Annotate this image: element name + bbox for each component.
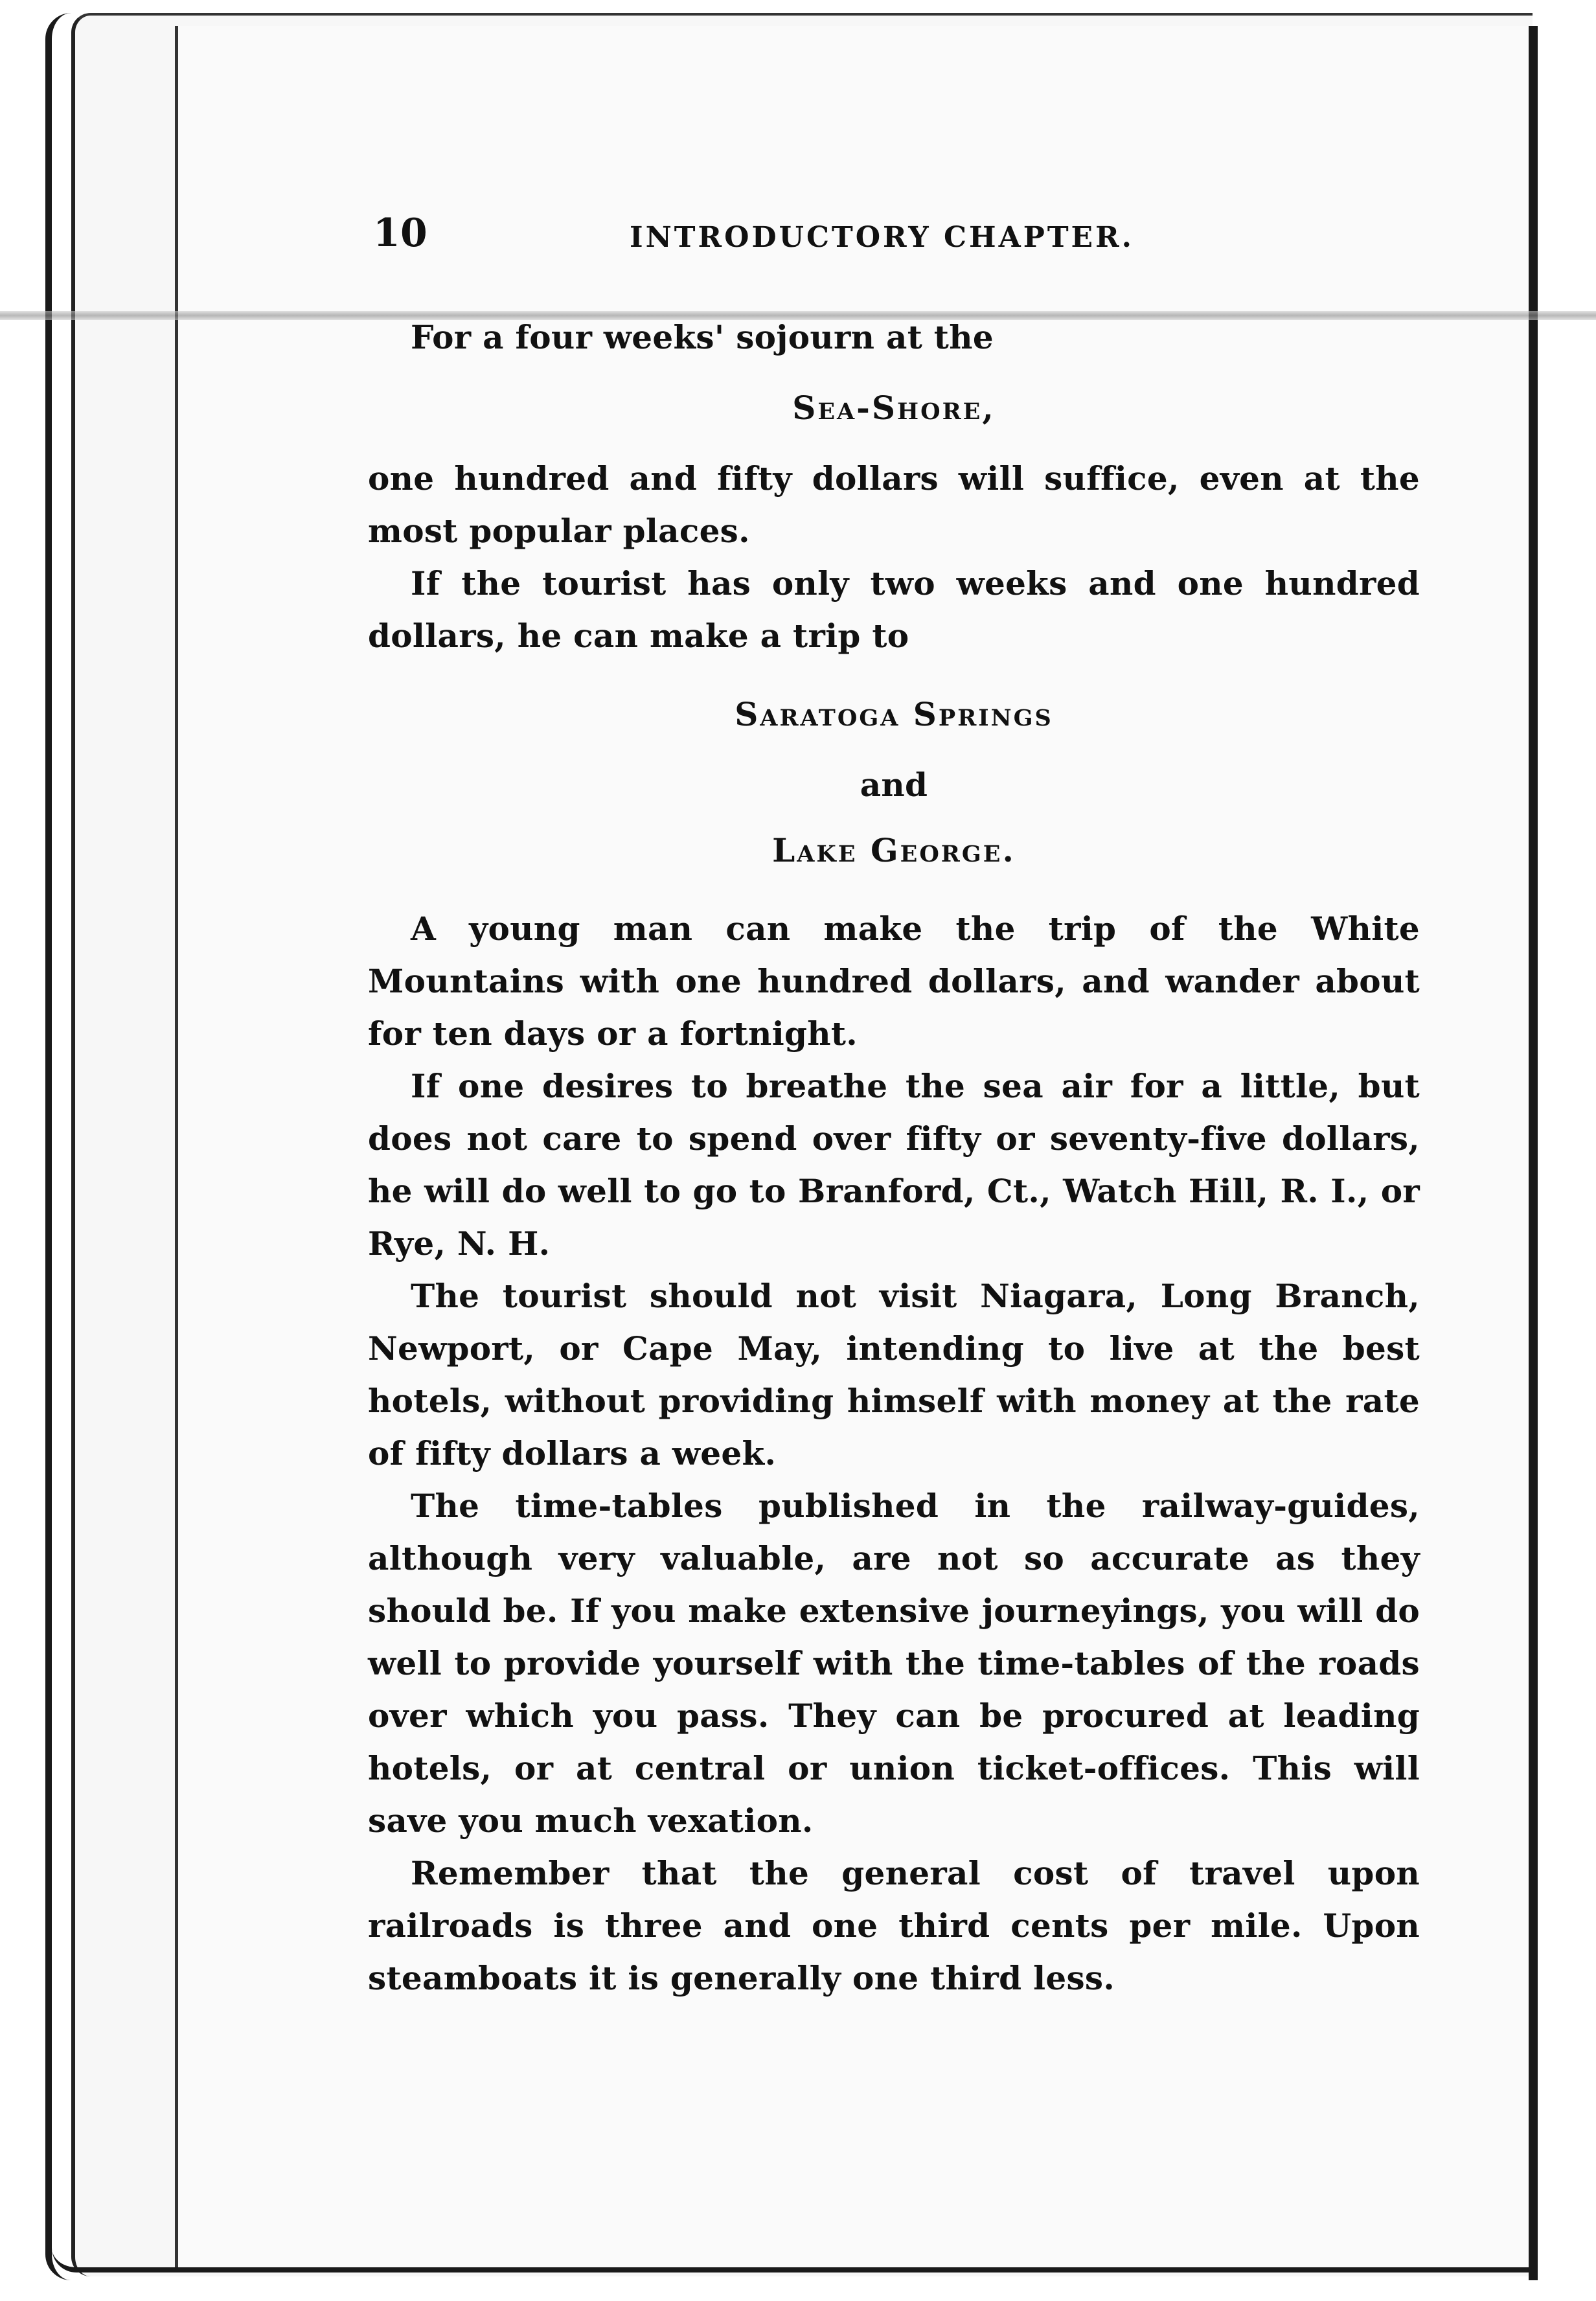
running-head — [368, 207, 1420, 266]
page-edge-bottom — [52, 2248, 1535, 2272]
paragraph-railroad-cost: Remember that the general cost of travel upon railroads is three and one third cents per mile. Upon steamboats it is generally one third less. — [368, 1854, 1420, 1997]
heading-sea-shore: Sea-Shore, — [792, 389, 996, 427]
heading-saratoga-springs: Saratoga Springs — [735, 695, 1053, 733]
page-number: 10 — [373, 211, 428, 256]
paragraph-white-mountains: A young man can make the trip of the White Mountains with one hundred dollars, and wander about for ten days or a fortnight. — [368, 910, 1420, 1053]
paragraph-hotels: The tourist should not visit Niagara, Long Branch, Newport, or Cape May, intending to live at the best hotels, without providing himself with money at the rate of fifty dollars a week. — [368, 1277, 1420, 1472]
heading-lake-george: Lake George. — [772, 831, 1016, 869]
paragraph-time-tables: The time-tables published in the railway-guides, although very valuable, are not so accurate as they should be. If you make extensive journeyings, you will do well to provide yourself with the time-tables of the roads over which you pass. They can be procured at leading hotels, or at central or union ticket-offices. This will save you much vexation. — [368, 1487, 1420, 1840]
right-margin — [1538, 26, 1596, 2280]
paragraph-sojourn: For a four weeks' sojourn at the — [411, 318, 994, 356]
page-content — [368, 207, 1420, 2004]
binding-edge-right — [1529, 26, 1538, 2280]
paragraph-two-weeks: If the tourist has only two weeks and one hundred dollars, he can make a trip to — [368, 564, 1420, 655]
paragraph-sea-air: If one desires to breathe the sea air for a little, but does not care to spend over fifty or seventy-five dollars, he will do well to go to Branford, Ct., Watch Hill, R. I., or Rye, N. H. — [368, 1067, 1420, 1263]
heading-and: and — [860, 766, 928, 804]
chapter-title: INTRODUCTORY CHAPTER. — [630, 221, 1134, 254]
paragraph-cost: one hundred and fifty dollars will suffice, even at the most popular places. — [368, 459, 1420, 550]
page-edge-left — [45, 13, 71, 2280]
